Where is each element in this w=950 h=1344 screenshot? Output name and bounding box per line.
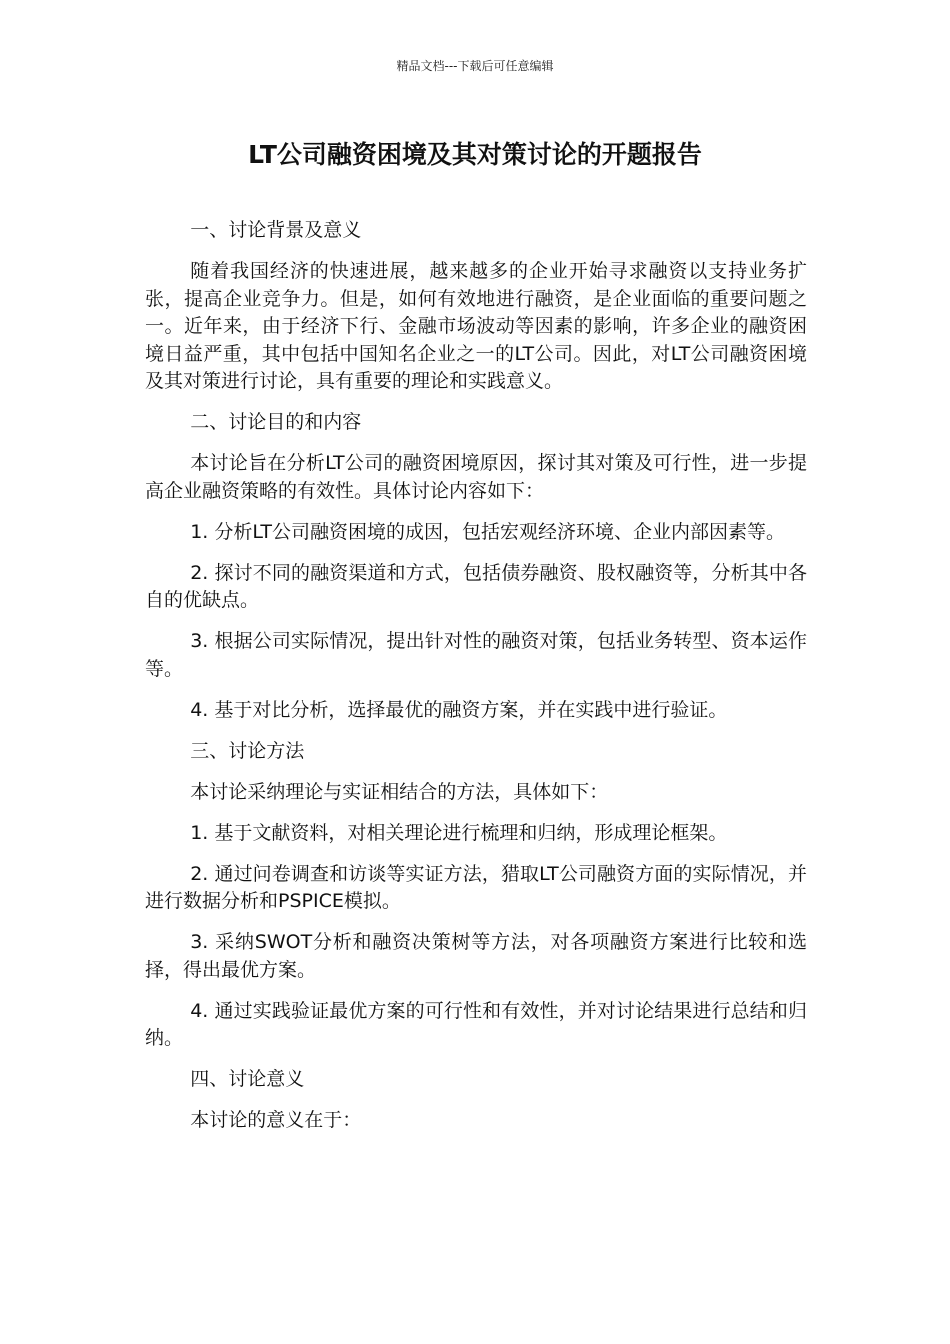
page-header-watermark: 精品文档---下载后可任意编辑	[396, 59, 554, 73]
document-body	[145, 217, 807, 1148]
paragraph-significance-intro: 本讨论的意义在于：	[190, 1109, 362, 1131]
list-item-content-2: 2. 探讨不同的融资渠道和方式，包括债券融资、股权融资等，分析其中各自的优缺点。	[145, 561, 807, 611]
list-item-method-3: 3. 采纳SWOT分析和融资决策树等方法，对各项融资方案进行比较和选择，得出最优方案。	[145, 931, 807, 981]
list-item-content-4: 4. 基于对比分析，选择最优的融资方案，并在实践中进行验证。	[190, 698, 728, 721]
section-heading-background: 一、讨论背景及意义	[190, 219, 362, 241]
list-item-method-2: 2. 通过问卷调查和访谈等实证方法，猎取LT公司融资方面的实际情况，并进行数据分析和PSPICE模拟。	[145, 862, 807, 912]
paragraph-method-intro: 本讨论采纳理论与实证相结合的方法，具体如下：	[190, 780, 609, 803]
list-item-method-1: 1. 基于文献资料，对相关理论进行梳理和归纳，形成理论框架。	[190, 821, 728, 844]
list-item-content-3: 3. 根据公司实际情况，提出针对性的融资对策，包括业务转型、资本运作等。	[145, 630, 807, 680]
paragraph-purpose-intro: 本讨论旨在分析LT公司的融资困境原因，探讨其对策及可行性，进一步提高企业融资策略的有效性。具体讨论内容如下：	[145, 452, 807, 502]
paragraph-background: 随着我国经济的快速进展，越来越多的企业开始寻求融资以支持业务扩张，提高企业竞争力。但是，如何有效地进行融资，是企业面临的重要问题之一。近年来，由于经济下行、金融市场波动等因素的影响，许多企业的融资困境日益严重，其中包括中国知名企业之一的LT公司。因此，对LT公司融资困境及其对策进行讨论，具有重要的理论和实践意义。	[145, 260, 807, 392]
document-title: LT公司融资困境及其对策讨论的开题报告	[248, 140, 702, 169]
list-item-content-1: 1. 分析LT公司融资困境的成因，包括宏观经济环境、企业内部因素等。	[190, 520, 785, 543]
section-heading-method: 三、讨论方法	[190, 739, 305, 762]
list-item-method-4: 4. 通过实践验证最优方案的可行性和有效性，并对讨论结果进行总结和归纳。	[145, 999, 807, 1049]
section-heading-purpose: 二、讨论目的和内容	[190, 411, 362, 433]
section-heading-significance: 四、讨论意义	[190, 1068, 305, 1090]
